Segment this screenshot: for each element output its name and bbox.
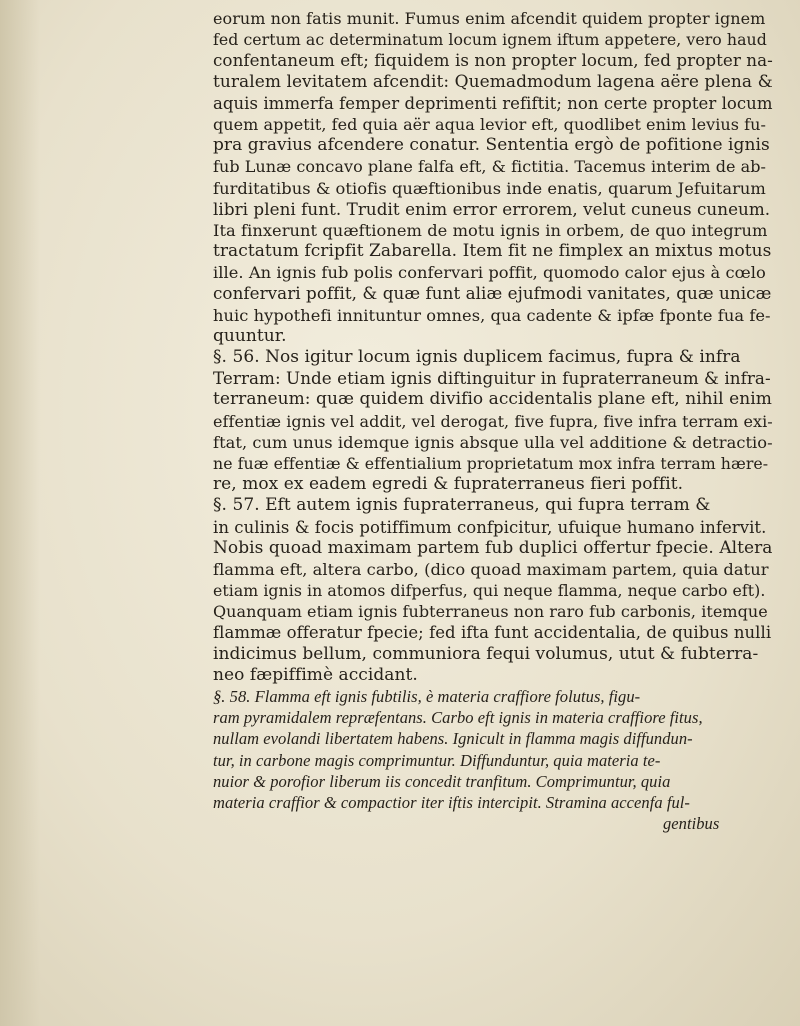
italic-text-line: ram pyramidalem repræfentans. Carbo eft ignis in materia craffiore fitus, (213, 708, 703, 728)
text-line: Terram: Unde etiam ignis diftinguitur in fupraterraneum & infra- (213, 368, 771, 389)
italic-text-line: nuior & porofior liberum iis concedit tranfitum. Comprimuntur, quia (213, 771, 671, 791)
text-line: fed certum ac determinatum locum ignem iftum appetere, vero haud (213, 30, 767, 50)
catchword: gentibus (663, 814, 720, 834)
text-line: tractatum fcripfit Zabarella. Item fit ne fimplex an mixtus motus (213, 241, 772, 262)
text-line: ille. An ignis fub polis confervari poffit, quomodo calor ejus à cœlo (213, 263, 766, 283)
text-line: neo fæpiffimè accidant. (213, 664, 418, 685)
text-line: in culinis & focis potiffimum confpicitur, ufuique humano infervit. (213, 517, 767, 537)
text-line: etiam ignis in atomos difperfus, qui neque flamma, neque carbo eft). (213, 581, 766, 601)
text-line: ne fuæ effentiæ & effentialium proprietatum mox infra terram hære- (213, 453, 769, 473)
text-line: ftat, cum unus idemque ignis absque ulla vel additione & detractio- (213, 432, 773, 452)
text-line: flamma eft, altera carbo, (dico quoad maximam partem, quia datur (213, 559, 769, 579)
text-line: aquis immerfa femper deprimenti refiftit; non certe propter locum (213, 93, 773, 113)
text-line: Nobis quoad maximam partem fub duplici offertur fpecie. Altera (213, 537, 773, 558)
text-line: fub Lunæ concavo plane falfa eft, & fictitia. Tacemus interim de ab- (213, 157, 766, 177)
section-heading-58: §. 58. Flamma eft ignis fubtilis, è materia craffiore folutus, figu- (213, 687, 641, 706)
text-line: Quanquam etiam ignis fubterraneus non raro fub carbonis, itemque (213, 602, 768, 622)
text-line: quuntur. (213, 325, 287, 346)
page-edge-shadow (0, 0, 40, 1026)
section-heading-56: §. 56. Nos igitur locum ignis duplicem facimus, fupra & infra (213, 347, 741, 367)
text-line: confervari poffit, & quæ funt aliæ ejufmodi vanitates, quæ unicæ (213, 283, 772, 304)
text-line: flammæ offeratur fpecie; fed ifta funt accidentalia, de quibus nulli (213, 623, 772, 643)
text-line: terraneum: quæ quidem divifio accidentalis plane eft, nihil enim (213, 389, 772, 410)
section-heading-57: §. 57. Eft autem ignis fupraterraneus, qui fupra terram & (213, 495, 711, 516)
text-line: re, mox ex eadem egredi & fupraterraneus fieri poffit. (213, 474, 684, 495)
text-line: effentiæ ignis vel addit, vel derogat, five fupra, five infra terram exi- (213, 411, 773, 431)
italic-text-line: materia craffior & compactior iter iftis intercipit. Stramina accenfa ful- (213, 792, 690, 812)
text-line: huic hypothefi innituntur omnes, qua cadente & ipfæ fponte fua fe- (213, 305, 771, 325)
text-line: turalem levitatem afcendit: Quemadmodum lagena aëre plena & (213, 71, 773, 92)
body-text (213, 8, 773, 834)
text-line: quem appetit, fed quia aër aqua levior eft, quodlibet enim levius fu- (213, 114, 766, 134)
text-line: furditatibus & otiofis quæftionibus inde enatis, quarum Jefuitarum (213, 178, 766, 198)
italic-text-line: tur, in carbone magis comprimuntur. Diffunduntur, quia materia te- (213, 750, 661, 770)
text-line: eorum non fatis munit. Fumus enim afcendit quidem propter ignem (213, 9, 766, 28)
text-line: libri pleni funt. Trudit enim error errorem, velut cuneus cuneum. (213, 198, 771, 219)
text-line: Ita finxerunt quæftionem de motu ignis in orbem, de quo integrum (213, 220, 768, 240)
text-line: indicimus bellum, communiora fequi volumus, utut & fubterra- (213, 643, 759, 664)
text-line: confentaneum eft; fiquidem is non propter locum, fed propter na- (213, 50, 773, 71)
text-line: pra gravius afcendere conatur. Sententia ergò de pofitione ignis (213, 135, 770, 156)
italic-text-line: nullam evolandi libertatem habens. Ignicult in flamma magis diffundun- (213, 729, 693, 749)
